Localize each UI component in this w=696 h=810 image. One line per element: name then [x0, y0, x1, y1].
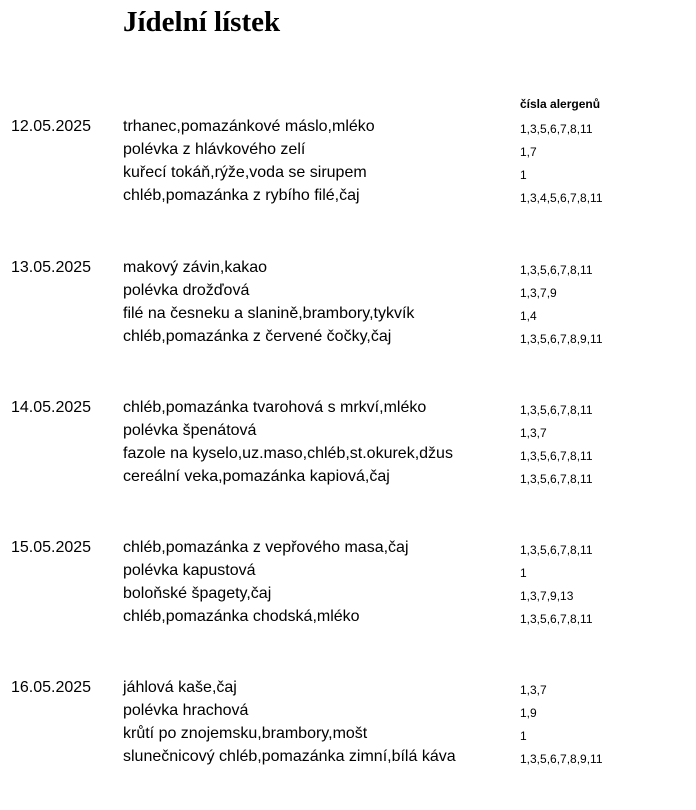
meal-allergens: 1 [520, 566, 527, 580]
meal-name: polévka drožďová [123, 282, 250, 299]
meal-row [0, 140, 696, 163]
day-block [0, 117, 696, 217]
meal-allergens: 1,3,7,9,13 [520, 589, 574, 603]
meal-allergens: 1,3,5,6,7,8,11 [520, 449, 593, 463]
meal-allergens: 1,3,5,6,7,8,11 [520, 263, 593, 277]
meal-name: filé na česneku a slanině,brambory,tykvík [123, 305, 415, 322]
meal-allergens: 1,3,5,6,7,8,11 [520, 122, 593, 136]
meal-name: polévka z hlávkového zelí [123, 141, 306, 158]
meal-row [0, 186, 696, 209]
meal-name: chléb,pomazánka chodská,mléko [123, 608, 360, 625]
meal-allergens: 1,9 [520, 706, 537, 720]
meal-allergens: 1,3,7,9 [520, 286, 557, 300]
day-date: 15.05.2025 [11, 539, 92, 556]
meal-row [0, 398, 696, 421]
meal-row [0, 561, 696, 584]
meal-allergens: 1,3,5,6,7,8,11 [520, 472, 593, 486]
meal-name: cereální veka,pomazánka kapiová,čaj [123, 468, 390, 485]
meal-allergens: 1,3,5,6,7,8,9,11 [520, 332, 603, 346]
day-date: 14.05.2025 [11, 399, 92, 416]
day-block [0, 678, 696, 778]
meal-row [0, 281, 696, 304]
meal-name: jáhlová kaše,čaj [123, 679, 237, 696]
day-date: 12.05.2025 [11, 118, 92, 135]
meal-name: fazole na kyselo,uz.maso,chléb,st.okurek,džus [123, 445, 453, 462]
meal-name: makový závin,kakao [123, 259, 268, 276]
meal-row [0, 258, 696, 281]
meal-allergens: 1,3,5,6,7,8,11 [520, 403, 593, 417]
meal-row [0, 538, 696, 561]
meal-row [0, 701, 696, 724]
meal-allergens: 1 [520, 729, 527, 743]
meal-row [0, 304, 696, 327]
meal-name: slunečnicový chléb,pomazánka zimní,bílá káva [123, 748, 456, 765]
meal-row [0, 117, 696, 140]
meal-name: polévka špenátová [123, 422, 257, 439]
day-block [0, 398, 696, 498]
meal-row [0, 421, 696, 444]
page-title: Jídelní lístek [123, 6, 281, 38]
day-date: 13.05.2025 [11, 259, 92, 276]
meal-row [0, 678, 696, 701]
meal-row [0, 584, 696, 607]
meal-allergens: 1 [520, 168, 527, 182]
meal-row [0, 747, 696, 770]
meal-name: chléb,pomazánka z červené čočky,čaj [123, 328, 392, 345]
meal-row [0, 327, 696, 350]
meal-allergens: 1,4 [520, 309, 537, 323]
meal-name: chléb,pomazánka z vepřového masa,čaj [123, 539, 409, 556]
meal-name: krůtí po znojemsku,brambory,mošt [123, 725, 368, 742]
meal-row [0, 724, 696, 747]
meal-name: boloňské špagety,čaj [123, 585, 272, 602]
meal-allergens: 1,3,5,6,7,8,11 [520, 612, 593, 626]
meal-allergens: 1,3,4,5,6,7,8,11 [520, 191, 603, 205]
meal-name: polévka kapustová [123, 562, 256, 579]
meal-name: kuřecí tokáň,rýže,voda se sirupem [123, 164, 367, 181]
day-date: 16.05.2025 [11, 679, 92, 696]
meal-row [0, 444, 696, 467]
meal-name: polévka hrachová [123, 702, 249, 719]
meal-row [0, 607, 696, 630]
meal-name: chléb,pomazánka z rybího filé,čaj [123, 187, 360, 204]
day-block [0, 258, 696, 358]
meal-allergens: 1,3,5,6,7,8,9,11 [520, 752, 603, 766]
meal-allergens: 1,3,7 [520, 426, 547, 440]
meal-allergens: 1,3,7 [520, 683, 547, 697]
meal-row [0, 467, 696, 490]
day-block [0, 538, 696, 638]
meal-name: chléb,pomazánka tvarohová s mrkví,mléko [123, 399, 427, 416]
allergen-column-header: čísla alergenů [520, 97, 601, 111]
meal-allergens: 1,3,5,6,7,8,11 [520, 543, 593, 557]
meal-allergens: 1,7 [520, 145, 537, 159]
meal-name: trhanec,pomazánkové máslo,mléko [123, 118, 375, 135]
meal-row [0, 163, 696, 186]
